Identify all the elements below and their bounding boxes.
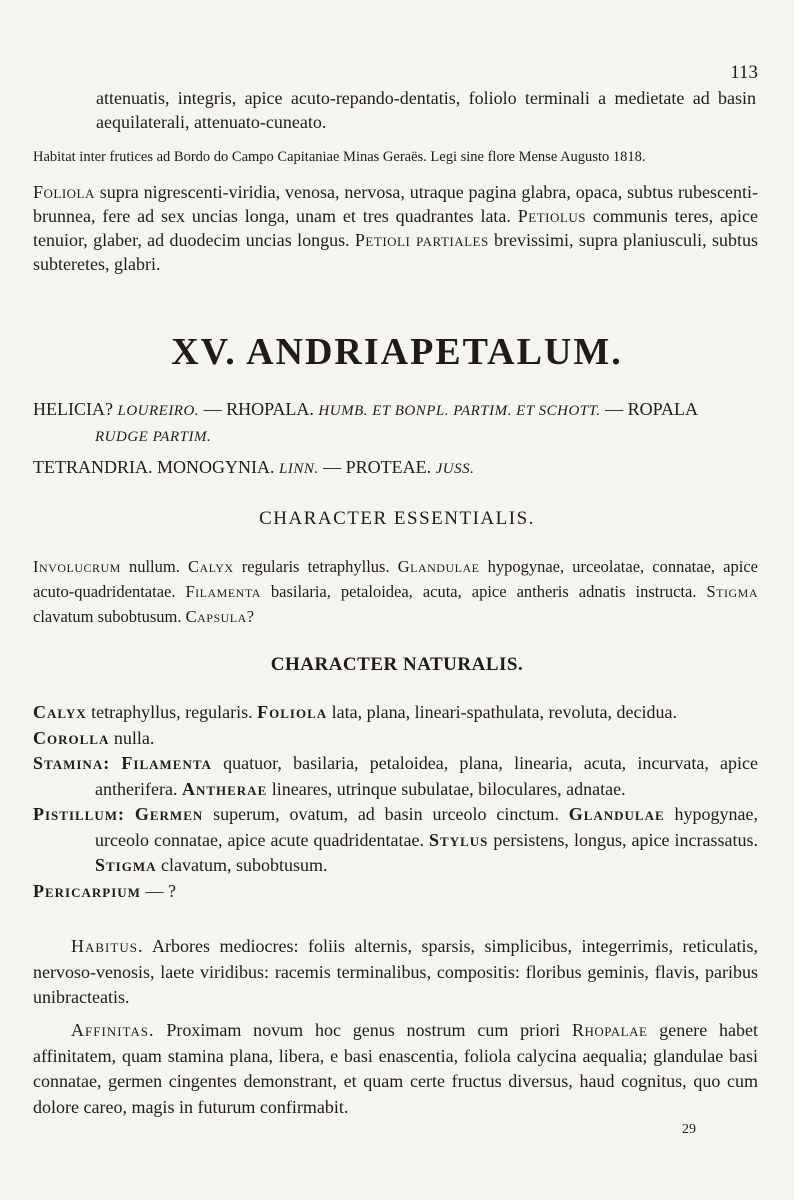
term-pericarpium: Pericarpium bbox=[33, 880, 141, 901]
syn-family: — PROTEAE. bbox=[318, 457, 436, 477]
text-involucrum: nullum. bbox=[120, 557, 188, 576]
naturalis-block bbox=[33, 700, 758, 904]
term-stigma-nat: Stigma bbox=[95, 855, 157, 875]
text-corolla: nulla. bbox=[109, 727, 155, 748]
syn-class: TETRANDRIA. MONOGYNIA. bbox=[33, 457, 279, 477]
affinitas-paragraph bbox=[33, 1018, 758, 1120]
syn-ropala-author: RUDGE PARTIM. bbox=[95, 429, 212, 445]
term-petiolus: Petiolus bbox=[517, 206, 586, 226]
text-antherae: lineares, utrinque subulatae, biloculares, adnatae. bbox=[267, 778, 626, 799]
term-stamina: Stamina: bbox=[33, 753, 111, 773]
syn-rhopala-author: HUMB. ET BONPL. PARTIM. ET SCHOTT. bbox=[318, 403, 601, 419]
text-pericarpium: — ? bbox=[140, 880, 176, 901]
heading-essentialis: CHARACTER ESSENTIALIS. bbox=[259, 508, 535, 529]
genus-title: XV. ANDRIAPETALUM. bbox=[171, 331, 623, 373]
pericarpium-entry bbox=[33, 879, 758, 905]
term-capsula: Capsula bbox=[185, 607, 247, 626]
term-corolla: Corolla bbox=[33, 727, 110, 748]
term-glandulae: Glandulae bbox=[397, 557, 480, 576]
term-foliola: Foliola bbox=[33, 182, 95, 202]
term-foliola-nat: Foliola bbox=[257, 702, 328, 722]
text-calyx-nat: tetraphyllus, regularis. bbox=[86, 702, 258, 722]
term-stigma: Stigma bbox=[706, 582, 759, 601]
text-glandulae-nat: hypogynae, urceolo connatae, apice acute quadridentatae. bbox=[95, 804, 759, 850]
heading-naturalis: CHARACTER NATURALIS. bbox=[270, 654, 524, 675]
continuation-text: attenuatis, integris, apice acuto-repando-dentatis, foliolo terminali a medietate ad basin aequilaterali, attenuato-cuneato. bbox=[96, 88, 756, 132]
foliola-text: supra nigrescenti-viridia, venosa, nervosa, utraque pagina glabra, opaca, subtus rubescenti-brunnea, fere ad sex uncias longa, unam et tres quadrantes lata. bbox=[33, 182, 758, 226]
calyx-entry bbox=[33, 700, 758, 726]
term-involucrum: Involucrum bbox=[33, 557, 121, 576]
stamina-entry bbox=[33, 751, 758, 802]
syn-helicia: HELICIA? bbox=[33, 399, 118, 419]
syn-ropala: — ROPALA bbox=[600, 399, 698, 419]
term-affinitas: Affinitas. bbox=[71, 1020, 155, 1040]
habitat-text: Habitat inter frutices ad Bordo do Campo Capitaniae Minas Geraës. Legi sine flore Mense Augusto 1818. bbox=[33, 149, 646, 165]
term-calyx: Calyx bbox=[187, 557, 234, 576]
corolla-entry bbox=[33, 726, 758, 752]
text-affinitas-2: genere habet affinitatem, quam stamina plana, libera, e basi enascentia, foliola calycina aequalia; glandulae basi connatae, germen cingentes demonstrant, et quam certe fructus diversus, haud cognitus, quo cum dolore careo, magis in futurum confirmabit. bbox=[33, 1020, 758, 1117]
habitus-paragraph bbox=[33, 934, 758, 1011]
petiolus-text: communis teres, apice tenuior, glaber, ad duodecim uncias longus. bbox=[33, 206, 758, 250]
petioli-text: brevissimi, supra planiusculi, subtus subteretes, glabri. bbox=[33, 230, 758, 274]
text-germen: superum, ovatum, ad basin urceolo cinctum. bbox=[203, 804, 569, 824]
syn-helicia-author: LOUREIRO. bbox=[117, 403, 200, 419]
syn-class-author: LINN. bbox=[278, 461, 319, 477]
text-foliola-nat: lata, plana, lineari-spathulata, revoluta, decidua. bbox=[327, 702, 677, 722]
term-germen: Germen bbox=[134, 804, 204, 824]
foliola-paragraph bbox=[33, 180, 758, 276]
term-filamenta: Filamenta bbox=[185, 582, 261, 601]
text-filamenta-nat: quatuor, basilaria, petaloidea, plana, linearia, acuta, incurvata, apice antherifera. bbox=[95, 753, 758, 799]
text-stigma: clavatum subobtusum. bbox=[33, 607, 186, 626]
term-stylus: Stylus bbox=[429, 829, 489, 850]
essentialis-paragraph bbox=[33, 554, 758, 629]
synonymy-2 bbox=[33, 454, 758, 482]
text-calyx: regularis tetraphyllus. bbox=[233, 557, 398, 576]
text-stylus: persistens, longus, apice incrassatus. bbox=[488, 829, 758, 850]
text-capsula: ? bbox=[246, 607, 255, 626]
syn-family-author: JUSS. bbox=[435, 461, 475, 477]
text-filamenta: basilaria, petaloidea, acuta, apice antheris adnatis instructa. bbox=[260, 582, 707, 601]
term-petioli: Petioli partiales bbox=[354, 230, 489, 250]
syn-rhopala: — RHOPALA. bbox=[199, 399, 319, 419]
term-calyx-nat: Calyx bbox=[33, 702, 87, 722]
text-habitus: Arbores mediocres: foliis alternis, sparsis, simplicibus, integerrimis, reticulatis, nervoso-venosis, laete viridibus: racemis terminalibus, compositis: floribus geminis, flavis, paribus unibracteatis. bbox=[33, 936, 758, 1007]
text-affinitas-1: Proximam novum hoc genus nostrum cum priori bbox=[154, 1020, 572, 1040]
term-habitus: Habitus. bbox=[71, 936, 144, 956]
text-glandulae: hypogynae, urceolatae, connatae, apice acuto-quadridentatae. bbox=[33, 557, 758, 601]
term-filamenta-nat: Filamenta bbox=[121, 753, 212, 773]
term-antherae: Antherae bbox=[181, 778, 268, 799]
signature-mark: 29 bbox=[682, 1122, 696, 1137]
page-number: 113 bbox=[730, 62, 758, 83]
term-rhopalae: Rhopalae bbox=[571, 1020, 648, 1040]
term-glandulae-nat: Glandulae bbox=[568, 804, 665, 824]
synonymy-1 bbox=[33, 396, 758, 450]
term-pistillum: Pistillum: bbox=[33, 804, 126, 824]
pistillum-entry bbox=[33, 802, 758, 879]
text-stigma-nat: clavatum, subobtusum. bbox=[156, 855, 328, 875]
